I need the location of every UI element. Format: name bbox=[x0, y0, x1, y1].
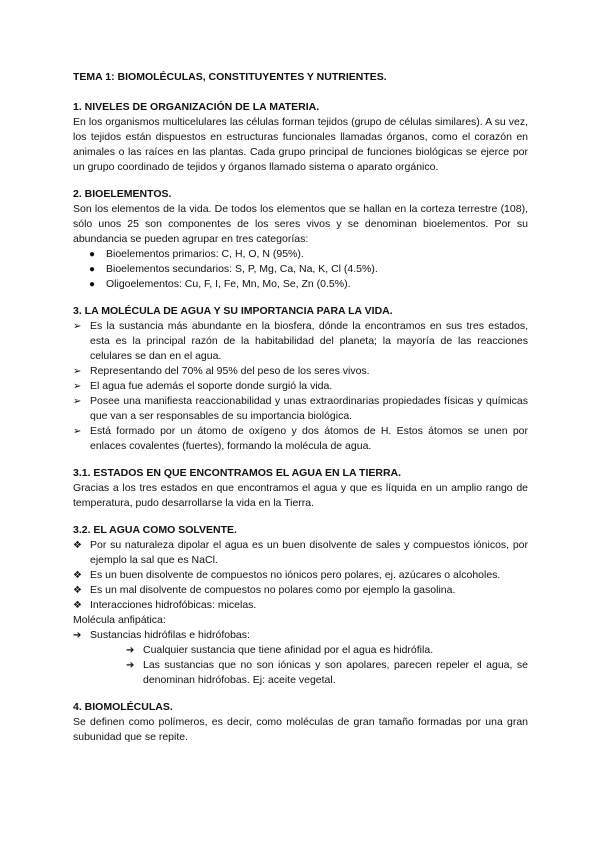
section-3-1-text: Gracias a los tres estados en que encontramos el agua y que es líquida en un amplio rango de temperatura, pudo desarrollarse la vida en la Tierra. bbox=[73, 482, 528, 509]
section-3-2 bbox=[73, 523, 528, 688]
list-item: ➢ Representando del 70% al 95% del peso de los seres vivos. bbox=[73, 365, 370, 377]
section-2 bbox=[73, 187, 528, 292]
document-page bbox=[73, 70, 528, 757]
arrow-bullet-icon: ➢ bbox=[73, 321, 82, 332]
bold-arrow-icon: ➔ bbox=[73, 630, 82, 641]
arrow-bullet-icon: ➢ bbox=[73, 381, 82, 392]
document-title: TEMA 1: BIOMOLÉCULAS, CONSTITUYENTES Y NUTRIENTES. bbox=[73, 71, 387, 83]
list-item: ➢ Es la sustancia más abundante en la biosfera, dónde la encontramos en sus tres estados, esta es la principal razón de la habitabilidad del planeta; la mayoría de las reacciones celulares se dan en el agua. bbox=[73, 320, 528, 362]
bioelement-list bbox=[73, 247, 528, 292]
amphipathic-label: Molécula anfipática: bbox=[73, 614, 166, 626]
arrow-bullet-icon: ➢ bbox=[73, 366, 82, 377]
list-item: ➔ Cualquier sustancia que tiene afinidad por el agua es hidrófila. bbox=[126, 644, 434, 656]
list-item: ❖ Por su naturaleza dipolar el agua es un buen disolvente de sales y compuestos iónicos, por ejemplo la sal que es NaCl. bbox=[73, 539, 528, 566]
bullet-dot-icon: ● bbox=[89, 264, 96, 275]
arrow-bullet-icon: ➢ bbox=[73, 426, 82, 437]
diamond-bullet-icon: ❖ bbox=[73, 585, 82, 596]
bullet-dot-icon: ● bbox=[89, 249, 96, 260]
section-1-text: En los organismos multicelulares las células forman tejidos (grupo de células similares). A su vez, los tejidos están dispuestos en estructuras funcionales llamadas órganos, como el corazón en animales o las raíces en las plantas. Cada grupo principal de funciones biológicas se ejerce por un grupo coordinado de tejidos y órganos llamado sistema o aparato orgánico. bbox=[73, 116, 528, 173]
section-1-heading: 1. NIVELES DE ORGANIZACIÓN DE LA MATERIA. bbox=[73, 101, 320, 113]
arrow-bullet-icon: ➢ bbox=[73, 396, 82, 407]
list-item: ❖ Es un buen disolvente de compuestos no iónicos pero polares, ej. azúcares o alcoholes. bbox=[73, 569, 501, 581]
list-item: ➔ Las sustancias que no son iónicas y son apolares, parecen repeler el agua, se denominan hidrófobas. Ej: aceite vegetal. bbox=[126, 659, 528, 686]
list-item: ❖ Interacciones hidrofóbicas: micelas. bbox=[73, 599, 257, 611]
hydro-list bbox=[73, 643, 528, 688]
section-4-text: Se definen como polímeros, es decir, como moléculas de gran tamaño formadas por una gran subunidad que se repite. bbox=[73, 716, 528, 743]
section-4 bbox=[73, 700, 528, 745]
list-item: ● Oligoelementos: Cu, F, I, Fe, Mn, Mo, Se, Zn (0.5%). bbox=[89, 278, 351, 290]
list-item: ● Bioelementos secundarios: S, P, Mg, Ca, Na, K, Cl (4.5%). bbox=[89, 263, 378, 275]
list-item: ➔ Sustancias hidrófilas e hidrófobas: bbox=[73, 629, 250, 641]
bold-arrow-icon: ➔ bbox=[126, 645, 135, 656]
section-3-1-heading: 3.1. ESTADOS EN QUE ENCONTRAMOS EL AGUA EN LA TIERRA. bbox=[73, 467, 402, 479]
section-3-1 bbox=[73, 466, 528, 511]
diamond-bullet-icon: ❖ bbox=[73, 540, 82, 551]
solvent-list bbox=[73, 538, 528, 613]
diamond-bullet-icon: ❖ bbox=[73, 600, 82, 611]
list-item: ➢ Está formado por un átomo de oxígeno y dos átomos de H. Estos átomos se unen por enlaces covalentes (fuertes), formando la molécula de agua. bbox=[73, 425, 528, 452]
section-2-text: Son los elementos de la vida. De todos los elementos que se hallan en la corteza terrestre (108), sólo unos 25 son componentes de los seres vivos y se denominan bioelementos. Por su abundancia se pueden agrupar en tres categorías: bbox=[73, 203, 528, 245]
section-3 bbox=[73, 304, 528, 454]
section-1 bbox=[73, 100, 528, 175]
bold-arrow-icon: ➔ bbox=[126, 660, 135, 671]
diamond-bullet-icon: ❖ bbox=[73, 570, 82, 581]
list-item: ➢ Posee una manifiesta reaccionabilidad y unas extraordinarias propiedades físicas y químicas que van a ser responsables de su importancia biológica. bbox=[73, 395, 528, 422]
section-4-heading: 4. BIOMOLÉCULAS. bbox=[73, 701, 173, 713]
list-item: ❖ Es un mal disolvente de compuestos no polares como por ejemplo la gasolina. bbox=[73, 584, 456, 596]
bullet-dot-icon: ● bbox=[89, 279, 96, 290]
section-3-2-heading: 3.2. EL AGUA COMO SOLVENTE. bbox=[73, 524, 237, 536]
section-2-heading: 2. BIOELEMENTOS. bbox=[73, 188, 172, 200]
list-item: ➢ El agua fue además el soporte donde surgió la vida. bbox=[73, 380, 333, 392]
list-item: ● Bioelementos primarios: C, H, O, N (95%). bbox=[89, 248, 304, 260]
amphipathic-list bbox=[73, 628, 528, 643]
section-3-heading: 3. LA MOLÉCULA DE AGUA Y SU IMPORTANCIA PARA LA VIDA. bbox=[73, 305, 393, 317]
water-list bbox=[73, 319, 528, 454]
